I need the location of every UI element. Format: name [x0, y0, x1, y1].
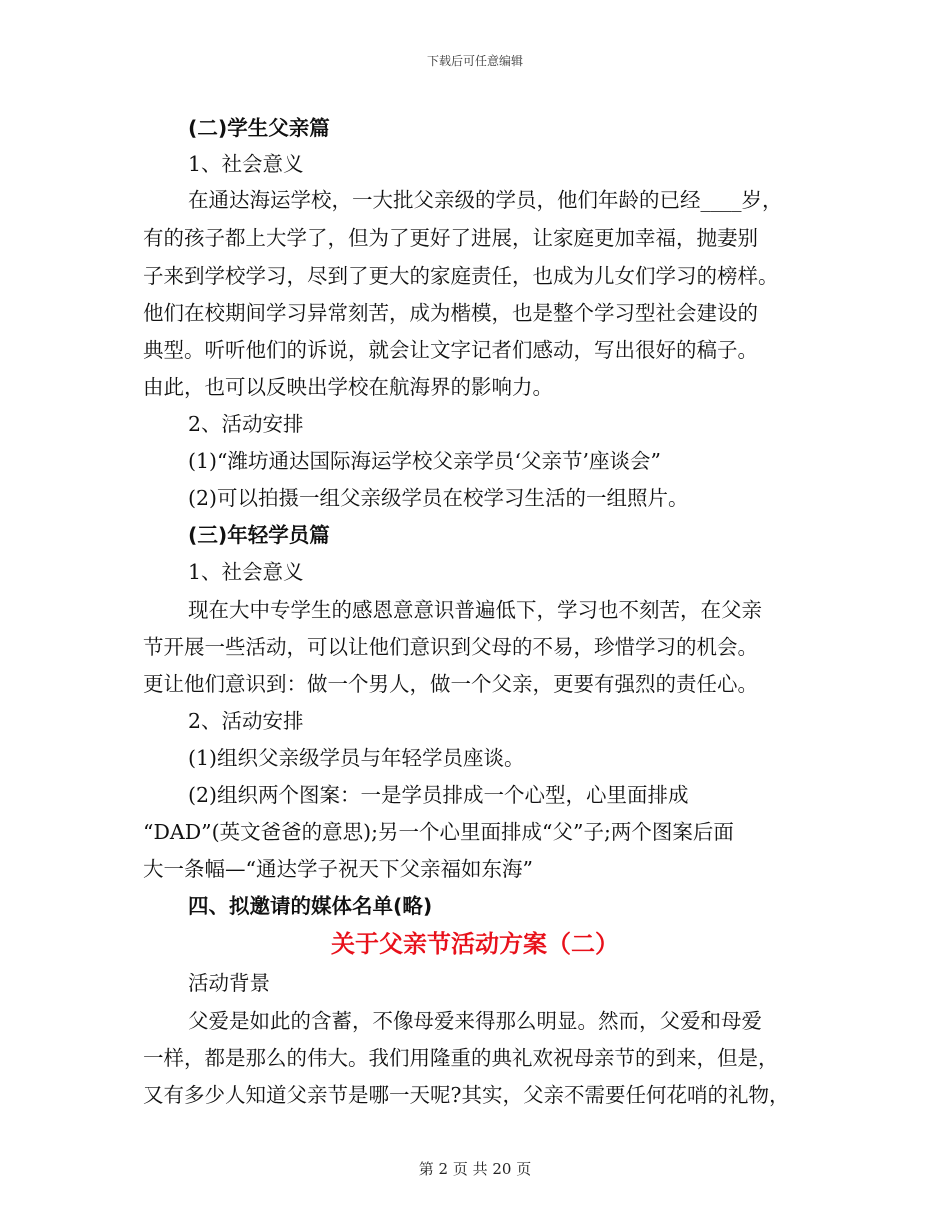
list-item-continuation: 大一条幅—“通达学子祝天下父亲福如东海”: [143, 857, 533, 881]
document-title: 关于父亲节活动方案（二）: [331, 930, 619, 958]
paragraph-line: 更让他们意识到：做一个男人，做一个父亲，更要有强烈的责任心。: [143, 672, 758, 696]
section-heading-student-father: (二)学生父亲篇: [188, 116, 330, 140]
paragraph-line: 典型。听听他们的诉说，就会让文字记者们感动，写出很好的稿子。: [143, 338, 758, 362]
paragraph-line: 在通达海运学校，一大批父亲级的学员，他们年龄的已经____岁，: [188, 188, 783, 212]
paragraph-line: 现在大中专学生的感恩意意识普遍低下，学习也不刻苦，在父亲: [188, 598, 762, 622]
subheading-activity-background: 活动背景: [188, 971, 270, 995]
section-heading-media-list: 四、拟邀请的媒体名单(略): [188, 894, 433, 918]
header-note: 下载后可任意编辑: [426, 54, 523, 68]
list-item: (1)“潍坊通达国际海运学校父亲学员‘父亲节’座谈会”: [188, 449, 662, 473]
subheading-social-meaning: 1、社会意义: [188, 152, 304, 176]
list-item-continuation: “DAD”(英文爸爸的意思);另一个心里面排成“父”子;两个图案后面: [143, 820, 734, 844]
paragraph-line: 一样，都是那么的伟大。我们用隆重的典礼欢祝母亲节的到来，但是，: [143, 1046, 779, 1070]
subheading-activity-arrangement: 2、活动安排: [188, 709, 304, 733]
section-heading-young-students: (三)年轻学员篇: [188, 523, 330, 547]
page-number: 第 2 页 共 20 页: [418, 1160, 532, 1178]
list-item: (1)组织父亲级学员与年轻学员座谈。: [188, 746, 525, 770]
paragraph-line: 有的孩子都上大学了，但为了更好了进展，让家庭更加幸福，抛妻别: [143, 226, 758, 250]
paragraph-line: 又有多少人知道父亲节是哪一天呢?其实，父亲不需要任何花哨的礼物，: [143, 1083, 790, 1107]
paragraph-line: 他们在校期间学习异常刻苦，成为楷模，也是整个学习型社会建设的: [143, 301, 758, 325]
list-item: (2)可以拍摄一组父亲级学员在校学习生活的一组照片。: [188, 486, 689, 510]
list-item: (2)组织两个图案：一是学员排成一个心型，心里面排成: [188, 783, 689, 807]
paragraph-line: 由此，也可以反映出学校在航海界的影响力。: [143, 375, 553, 399]
subheading-activity-arrangement: 2、活动安排: [188, 412, 304, 436]
paragraph-line: 子来到学校学习，尽到了更大的家庭责任，也成为儿女们学习的榜样。: [143, 264, 779, 288]
paragraph-line: 父爱是如此的含蓄，不像母爱来得那么明显。然而，父爱和母爱: [188, 1009, 762, 1033]
paragraph-line: 节开展一些活动，可以让他们意识到父母的不易，珍惜学习的机会。: [143, 635, 758, 659]
subheading-social-meaning: 1、社会意义: [188, 560, 304, 584]
